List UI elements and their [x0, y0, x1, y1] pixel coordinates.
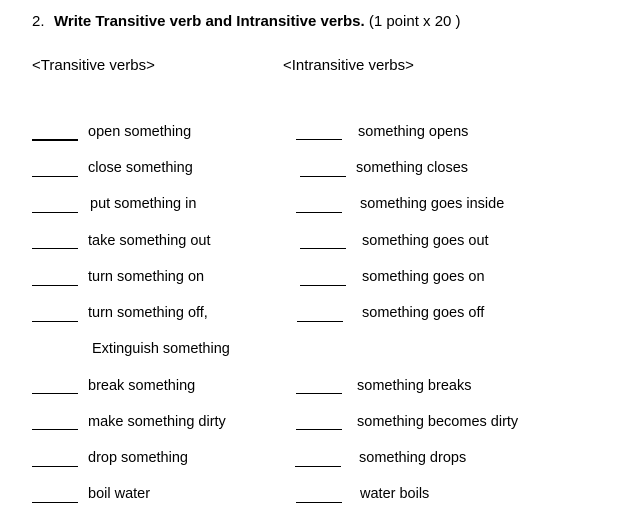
transitive-item: turn something on [88, 269, 205, 285]
answer-blank[interactable] [32, 139, 78, 141]
intransitive-item: something goes inside [360, 196, 505, 212]
transitive-item: put something in [90, 196, 197, 212]
question-instruction [54, 13, 461, 30]
answer-blank[interactable] [300, 248, 346, 249]
intransitive-item: something breaks [357, 378, 472, 394]
transitive-item: open something [88, 124, 192, 140]
answer-blank[interactable] [297, 321, 343, 322]
answer-blank[interactable] [32, 321, 78, 322]
answer-blank[interactable] [32, 176, 78, 177]
answer-blank[interactable] [295, 466, 341, 467]
answer-blank[interactable] [296, 139, 342, 140]
instruction-text: Write Transitive verb and Intransitive verbs. [54, 13, 365, 30]
question-number: 2. [32, 13, 45, 30]
question-heading [32, 13, 461, 30]
intransitive-item: something goes off [362, 305, 485, 321]
intransitive-item: something closes [356, 160, 469, 176]
intransitive-item: something goes out [362, 233, 489, 249]
transitive-column-header: <Transitive verbs> [32, 57, 155, 74]
answer-blank[interactable] [32, 285, 78, 286]
answer-blank[interactable] [296, 393, 342, 394]
intransitive-item: something opens [358, 124, 469, 140]
answer-blank[interactable] [32, 502, 78, 503]
transitive-item: break something [88, 378, 196, 394]
transitive-item: drop something [88, 450, 188, 466]
transitive-item-continuation: Extinguish something [92, 341, 230, 357]
transitive-item: make something dirty [88, 414, 226, 430]
answer-blank[interactable] [296, 212, 342, 213]
answer-blank[interactable] [300, 176, 346, 177]
transitive-item: turn something off, [88, 305, 208, 321]
answer-blank[interactable] [32, 393, 78, 394]
answer-blank[interactable] [300, 285, 346, 286]
answer-blank[interactable] [296, 502, 342, 503]
question-points: (1 point x 20 ) [364, 13, 461, 30]
intransitive-column-header: <Intransitive verbs> [283, 57, 414, 74]
transitive-item: boil water [88, 486, 151, 502]
intransitive-item: water boils [360, 486, 430, 502]
answer-blank[interactable] [32, 212, 78, 213]
intransitive-item: something becomes dirty [357, 414, 519, 430]
intransitive-item: something drops [359, 450, 467, 466]
answer-blank[interactable] [32, 248, 78, 249]
transitive-item: close something [88, 160, 193, 176]
intransitive-item: something goes on [362, 269, 485, 285]
answer-blank[interactable] [32, 429, 78, 430]
answer-blank[interactable] [296, 429, 342, 430]
transitive-item: take something out [88, 233, 211, 249]
answer-blank[interactable] [32, 466, 78, 467]
